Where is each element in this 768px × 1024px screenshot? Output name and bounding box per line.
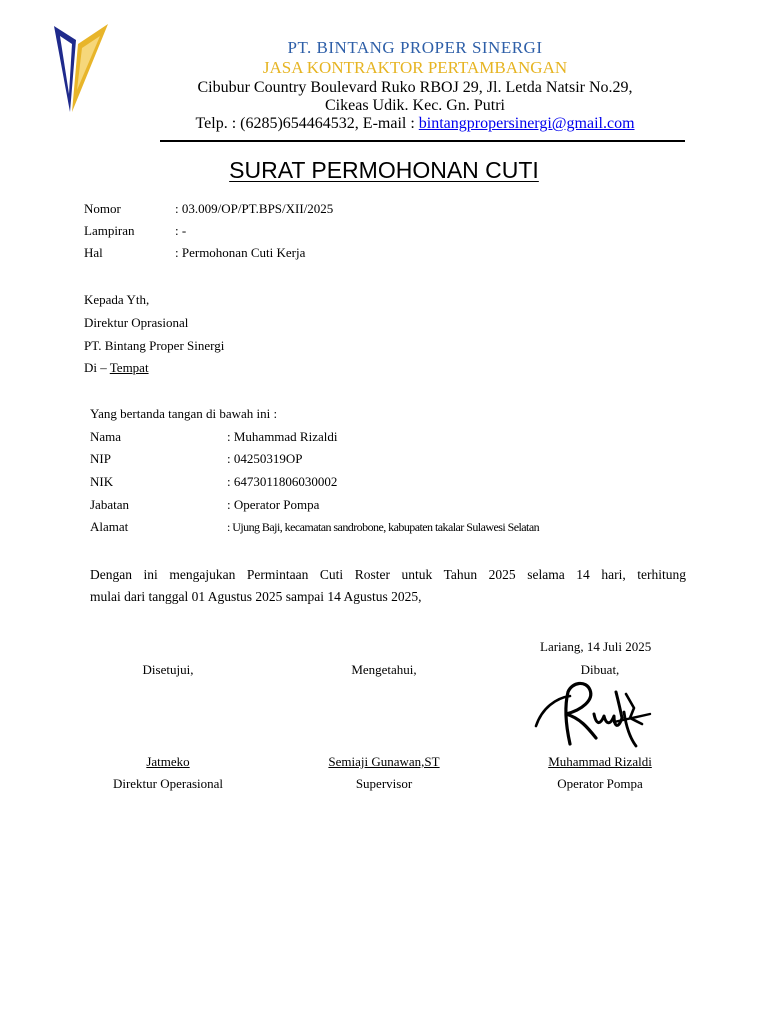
creator-name: Muhammad Rizaldi: [548, 754, 652, 769]
creator-position: Operator Pompa: [557, 776, 643, 791]
letter-title: [0, 157, 768, 184]
recipient-title: Direktur Oprasional: [84, 315, 189, 330]
approver-heading: Disetujui,: [142, 662, 194, 677]
meta-label-lampiran: Lampiran: [84, 223, 135, 238]
handwritten-signature: [530, 678, 655, 750]
email-link[interactable]: bintangpropersinergi@gmail.com: [418, 115, 635, 132]
meta-value-hal: : Permohonan Cuti Kerja: [175, 245, 306, 260]
identity-value-nik: : 6473011806030002: [227, 474, 338, 489]
body-line-2: mulai dari tanggal 01 Agustus 2025 sampai 14 Agustus 2025,: [90, 589, 422, 604]
letter-title-text: SURAT PERMOHONAN CUTI: [229, 157, 539, 183]
identity-value-alamat: : Ujung Baji, kecamatan sandrobone, kabupaten takalar Sulawesi Selatan: [227, 520, 540, 534]
approver-name: Jatmeko: [146, 754, 190, 769]
address-line-1: Cibubur Country Boulevard Ruko RBOJ 29, Jl. Letda Natsir No.29,: [197, 79, 633, 96]
recipient-greeting: Kepada Yth,: [84, 292, 150, 307]
company-logo-icon: [52, 22, 112, 114]
meta-value-lampiran: : -: [175, 223, 187, 238]
identity-label-nip: NIP: [90, 451, 111, 466]
company-name: PT. BINTANG PROPER SINERGI: [287, 38, 543, 57]
identity-label-nama: Nama: [90, 429, 122, 444]
identity-label-alamat: Alamat: [90, 519, 129, 534]
contact-line: [150, 115, 680, 133]
recipient-place-prefix: Di –: [84, 360, 110, 375]
meta-label-nomor: Nomor: [84, 201, 121, 216]
recipient-place: [84, 360, 149, 376]
letterhead-divider: [160, 140, 685, 142]
acknowledger-heading: Mengetahui,: [351, 662, 417, 677]
recipient-company: PT. Bintang Proper Sinergi: [84, 338, 225, 353]
identity-value-nama: : Muhammad Rizaldi: [227, 429, 338, 444]
identity-value-nip: : 04250319OP: [227, 451, 303, 466]
identity-label-jabatan: Jabatan: [90, 497, 129, 512]
company-tagline: JASA KONTRAKTOR PERTAMBANGAN: [262, 58, 568, 77]
recipient-place-name: Tempat: [109, 360, 149, 375]
meta-label-hal: Hal: [84, 245, 103, 260]
intro-text: Yang bertanda tangan di bawah ini :: [90, 406, 278, 421]
body-line-1: Dengan ini mengajukan Permintaan Cuti Roster untuk Tahun 2025 selama 14 hari, terhitung: [90, 567, 686, 582]
approver-position: Direktur Operasional: [112, 776, 224, 791]
acknowledger-name: Semiaji Gunawan,ST: [328, 754, 440, 769]
creator-heading: Dibuat,: [580, 662, 620, 677]
meta-value-nomor: : 03.009/OP/PT.BPS/XII/2025: [175, 201, 334, 216]
identity-label-nik: NIK: [90, 474, 114, 489]
address-line-2: Cikeas Udik. Kec. Gn. Putri: [325, 97, 505, 114]
place-date: Lariang, 14 Juli 2025: [540, 639, 652, 654]
contact-phone: Telp. : (6285)654464532, E-mail :: [195, 115, 419, 132]
acknowledger-position: Supervisor: [355, 776, 413, 791]
identity-value-jabatan: : Operator Pompa: [227, 497, 320, 512]
